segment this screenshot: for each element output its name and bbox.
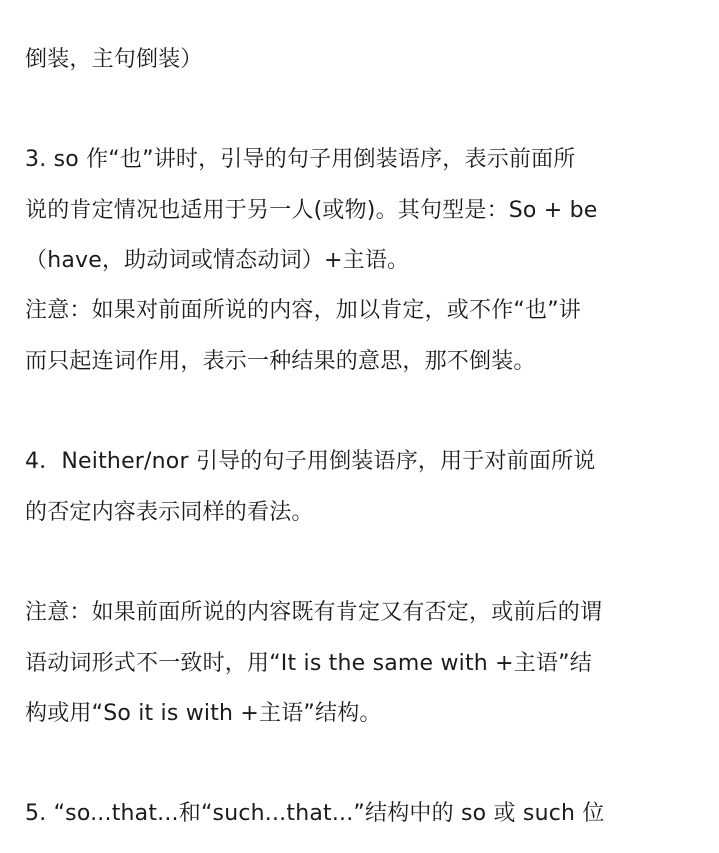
text-line-1: 倒装，主句倒装） [25, 47, 203, 72]
text-line-7: 4．Neither/nor 引导的句子用倒装语序，用于对前面所说 [25, 449, 596, 474]
text-line-11: 构或用“So it is with +主语”结构。 [25, 701, 382, 726]
text-line-6: 而只起连词作用，表示一种结果的意思，那不倒装。 [25, 349, 536, 374]
text-line-10: 语动词形式不一致时，用“It is the same with +主语”结 [25, 651, 592, 676]
text-line-9: 注意：如果前面所说的内容既有肯定又有否定，或前后的谓 [25, 600, 603, 625]
text-line-8: 的否定内容表示同样的看法。 [25, 500, 314, 525]
text-line-2: 3. so 作“也”讲时，引导的句子用倒装语序，表示前面所 [25, 147, 576, 172]
text-line-3: 说的肯定情况也适用于另一人(或物)。其句型是：So + be [25, 198, 598, 223]
text-line-12: 5. “so...that...和“such...that...”结构中的 so 或 such 位 [25, 801, 605, 826]
text-line-5: 注意：如果对前面所说的内容，加以肯定，或不作“也”讲 [25, 298, 581, 323]
text-line-4: （have，助动词或情态动词）+主语。 [25, 248, 410, 273]
